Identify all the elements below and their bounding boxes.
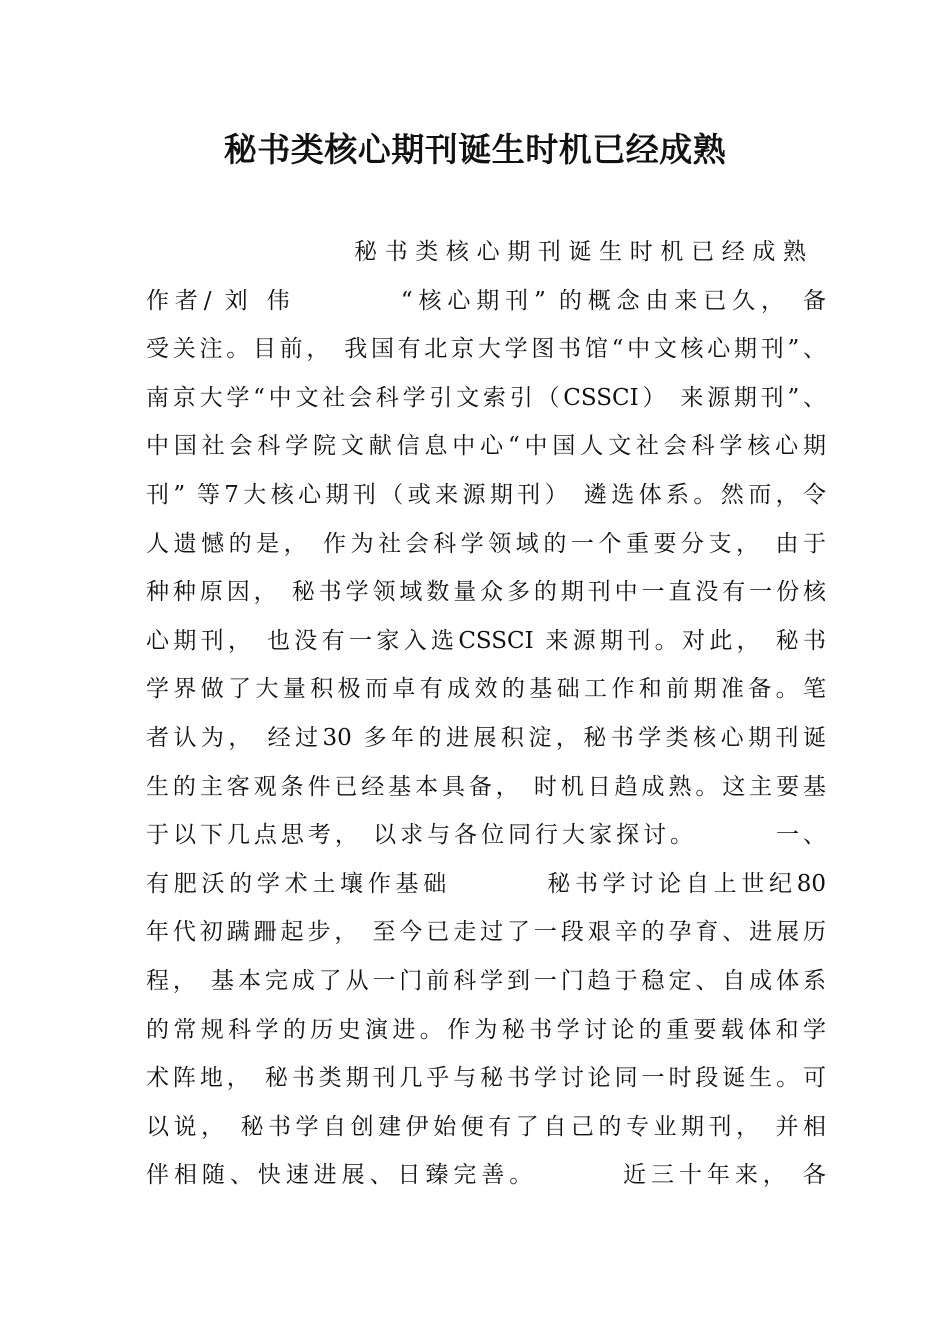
body-line: 的常规科学的历史演进。作为秘书学讨论的重要载体和学 xyxy=(146,1016,826,1043)
body-line: 年代初蹒跚起步， 至今已走过了一段艰辛的孕育、进展历 xyxy=(146,919,826,946)
body-line: 术阵地， 秘书类期刊几乎与秘书学讨论同一时段诞生。可 xyxy=(146,1065,826,1092)
body-line: 作者/ 刘 伟 “核心期刊” 的概念由来已久， 备 xyxy=(146,287,826,314)
body-line: 学界做了大量积极而卓有成效的基础工作和前期准备。笔 xyxy=(146,676,826,703)
body-line: 人遗憾的是， 作为社会科学领域的一个重要分支， 由于 xyxy=(146,530,826,557)
document-title: 秘书类核心期刊诞生时机已经成熟 xyxy=(223,130,727,169)
body-line: 种种原因， 秘书学领域数量众多的期刊中一直没有一份核 xyxy=(146,579,826,606)
body-line: 中国社会科学院文献信息中心“中国人文社会科学核心期 xyxy=(146,433,826,460)
body-line: 受关注。目前， 我国有北京大学图书馆“中文核心期刊”、 xyxy=(146,336,826,363)
body-line: 南京大学“中文社会科学引文索引（CSSCI） 来源期刊”、 xyxy=(146,384,826,411)
body-line: 伴相随、快速进展、日臻完善。 近三十年来， 各 xyxy=(146,1162,826,1189)
subtitle-line: 秘书类核心期刊诞生时机已经成熟 xyxy=(354,239,810,265)
body-line: 刊” 等7大核心期刊（或来源期刊） 遴选体系。然而，令 xyxy=(146,481,826,508)
body-line: 心期刊， 也没有一家入选CSSCI 来源期刊。对此， 秘书 xyxy=(146,627,826,654)
body-line: 者认为， 经过30 多年的进展积淀，秘书学类核心期刊诞 xyxy=(146,724,826,751)
body-line: 程， 基本完成了从一门前科学到一门趋于稳定、自成体系 xyxy=(146,967,826,994)
body-line: 有肥沃的学术土壤作基础 秘书学讨论自上世纪80 xyxy=(146,870,826,897)
body-line: 于以下几点思考， 以求与各位同行大家探讨。 一、 xyxy=(146,822,826,849)
body-line: 以说， 秘书学自创建伊始便有了自己的专业期刊， 并相 xyxy=(146,1113,826,1140)
document-body xyxy=(146,228,826,1200)
body-line: 生的主客观条件已经基本具备， 时机日趋成熟。这主要基 xyxy=(146,773,826,800)
